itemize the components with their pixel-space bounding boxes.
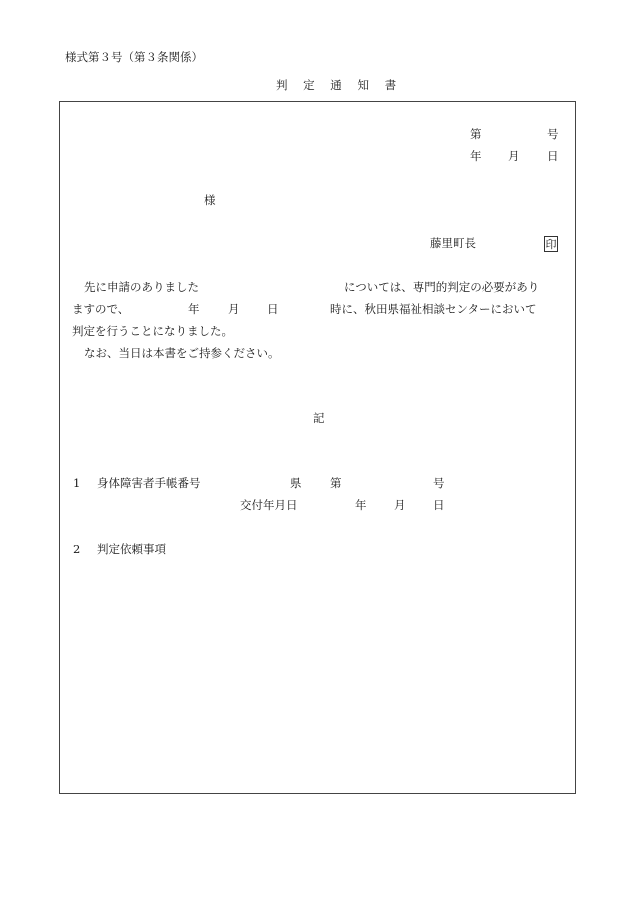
ki-heading: 記 [313,411,325,425]
body-line4: なお、当日は本書をご持参ください。 [84,346,280,360]
date-day: 日 [547,149,559,163]
seal-box: 印 [545,238,557,251]
item1-issue-label: 交付年月日 [240,498,298,512]
body-line2-month: 月 [228,302,240,316]
body-line2-a: ますので、 [72,302,130,316]
item1-year: 年 [355,498,367,512]
item1-number: 1 [73,476,81,490]
body-line1-b: については、専門的判定の必要があり [344,280,540,294]
item1-label: 身体障害者手帳番号 [97,476,201,490]
item1-ken: 県 [290,476,302,490]
addressee-suffix: 様 [204,193,216,207]
document-title: 判 定 通 知 書 [276,78,403,92]
body-line3: 判定を行うことになりました。 [72,324,233,338]
item2-label: 判定依頼事項 [97,542,166,556]
number-dai: 第 [470,127,482,141]
item1-day: 日 [433,498,445,512]
date-year: 年 [470,149,482,163]
body-line2-day: 日 [267,302,279,316]
body-line2-year: 年 [188,302,200,316]
date-month: 月 [508,149,520,163]
document-frame [59,101,576,794]
body-line2-b: 時に、秋田県福祉相談センターにおいて [330,302,537,316]
issuer-name: 藤里町長 [430,236,476,250]
number-go: 号 [547,127,559,141]
item1-month: 月 [394,498,406,512]
form-number: 様式第３号（第３条関係） [65,50,203,64]
body-line1-a: 先に申請のありました [84,280,199,294]
item1-dai: 第 [330,476,342,490]
item1-go: 号 [433,476,445,490]
item2-number: 2 [73,542,81,556]
